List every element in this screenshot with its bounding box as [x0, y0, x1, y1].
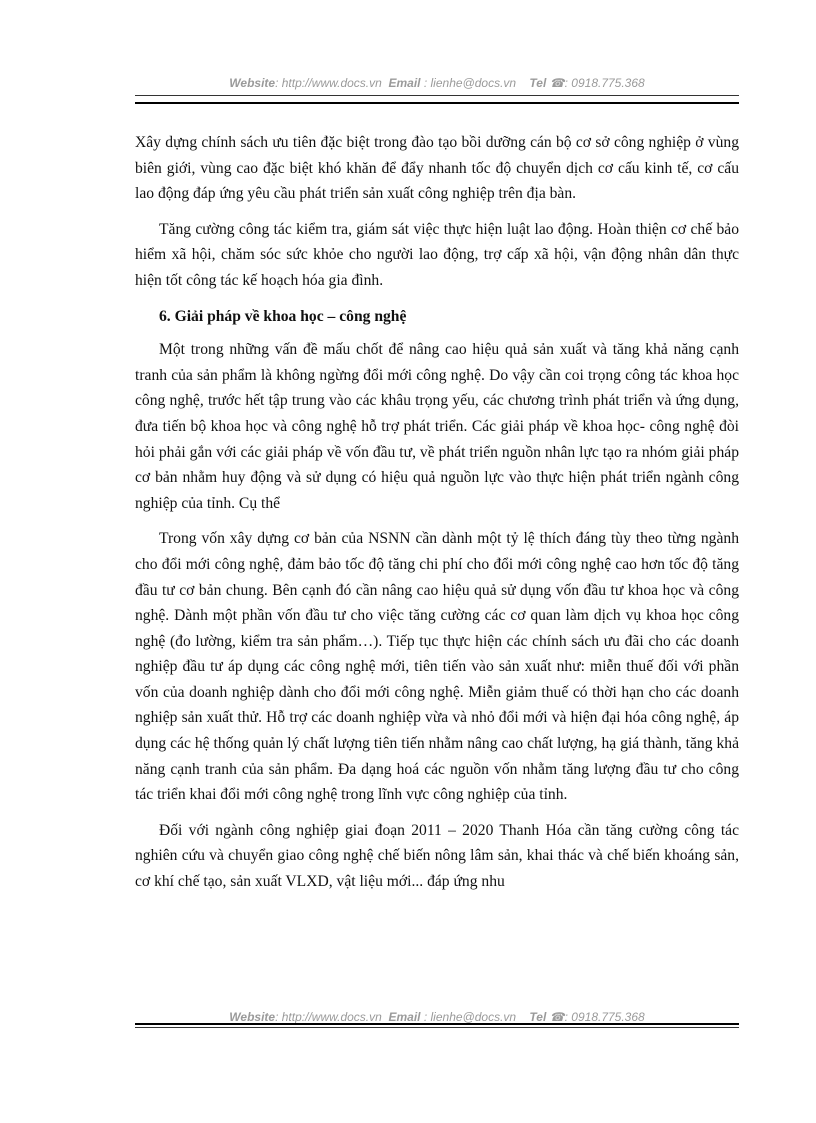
footer-email-link[interactable]: : lienhe@docs.vn: [423, 1010, 517, 1024]
paragraph-4: Trong vốn xây dựng cơ bản của NSNN cần dành một tỷ lệ thích đáng tùy theo từng ngành cho đổi mới công nghệ, đảm bảo tốc độ tăng chi phí cho đổi mới công nghệ cao hơn tốc độ tăng đầu tư cơ bản chung. Bên cạnh đó cần nâng cao hiệu quả sử dụng vốn đầu tư khoa học và công nghệ. Dành một phần vốn đầu tư cho việc tăng cường các cơ quan làm dịch vụ khoa học công nghệ (đo lường, kiểm tra sản phẩm…). Tiếp tục thực hiện các chính sách ưu đãi cho các doanh nghiệp đầu tư áp dụng các công nghệ mới, tiên tiến vào sản xuất như: miễn thuế đối với phần vốn của doanh nghiệp dành cho đổi mới công nghệ. Miễn giảm thuế có thời hạn cho các doanh nghiệp sản xuất thử. Hỗ trợ các doanh nghiệp vừa và nhỏ đổi mới và hiện đại hóa công nghệ, áp dụng các hệ thống quản lý chất lượng tiên tiến nhằm nâng cao chất lượng, hạ giá thành, tăng khả năng cạnh tranh của sản phẩm. Đa dạng hoá các nguồn vốn nhằm tăng lượng đầu tư cho công tác triển khai đổi mới công nghệ trong lĩnh vực công nghiệp của tỉnh.: [135, 530, 739, 804]
footer-website-link[interactable]: : http://www.docs.vn: [275, 1010, 382, 1024]
footer-website-label: Website: [229, 1010, 276, 1024]
paragraph-1: Xây dựng chính sách ưu tiên đặc biệt trong đào tạo bồi dưỡng cán bộ cơ sở công nghiệp ở vùng biên giới, vùng cao đặc biệt khó khăn để đẩy nhanh tốc độ chuyển dịch cơ cấu kinh tế, cơ cấu lao động đáp ứng yêu cầu phát triển sản xuất công nghiệp trên địa bàn.: [135, 134, 739, 203]
footer-divider-thin: [135, 1027, 739, 1028]
document-body: [135, 130, 739, 905]
section-heading: 6. Giải pháp về khoa học – công nghệ: [159, 307, 407, 325]
page-header: [135, 76, 739, 90]
page-footer: [135, 1010, 739, 1024]
header-website-label: Website: [229, 76, 276, 90]
footer-tel-value: : 0918.775.368: [564, 1010, 645, 1024]
phone-icon: ☎: [549, 1010, 565, 1024]
header-email-link[interactable]: : lienhe@docs.vn: [423, 76, 517, 90]
header-website-link[interactable]: : http://www.docs.vn: [275, 76, 382, 90]
footer-email-label: Email: [388, 1010, 421, 1024]
footer-tel-label: Tel: [529, 1010, 547, 1024]
header-email-label: Email: [388, 76, 421, 90]
phone-icon: ☎: [549, 76, 565, 90]
header-divider-thin: [135, 95, 739, 96]
header-tel-label: Tel: [529, 76, 547, 90]
footer-divider-thick: [135, 1023, 739, 1025]
paragraph-2: Tăng cường công tác kiểm tra, giám sát việc thực hiện luật lao động. Hoàn thiện cơ chế bảo hiểm xã hội, chăm sóc sức khỏe cho người lao động, trợ cấp xã hội, vận động nhân dân thực hiện tốt công tác kế hoạch hóa gia đình.: [135, 220, 739, 289]
paragraph-3: Một trong những vấn đề mấu chốt để nâng cao hiệu quả sản xuất và tăng khả năng cạnh tranh của sản phẩm là không ngừng đổi mới công nghệ. Do vậy cần coi trọng công tác khoa học công nghệ, trước hết tập trung vào các khâu trọng yếu, các chương trình phát triển và ứng dụng, đưa tiến bộ khoa học và công nghệ hỗ trợ phát triển. Các giải pháp về khoa học- công nghệ đòi hỏi phải gắn với các giải pháp về vốn đầu tư, về phát triển nguồn nhân lực tạo ra nhóm giải pháp cơ bản nhằm huy động và sử dụng có hiệu quả nguồn lực vào thực hiện phát triển ngành công nghiệp của tỉnh. Cụ thể: [135, 341, 739, 512]
paragraph-5: Đối với ngành công nghiệp giai đoạn 2011 – 2020 Thanh Hóa cần tăng cường công tác nghiên cứu và chuyển giao công nghệ chế biến nông lâm sản, khai thác và chế biến khoáng sản, cơ khí chế tạo, sản xuất VLXD, vật liệu mới... đáp ứng nhu: [135, 821, 739, 891]
header-divider-thick: [135, 102, 739, 104]
header-tel-value: : 0918.775.368: [564, 76, 645, 90]
